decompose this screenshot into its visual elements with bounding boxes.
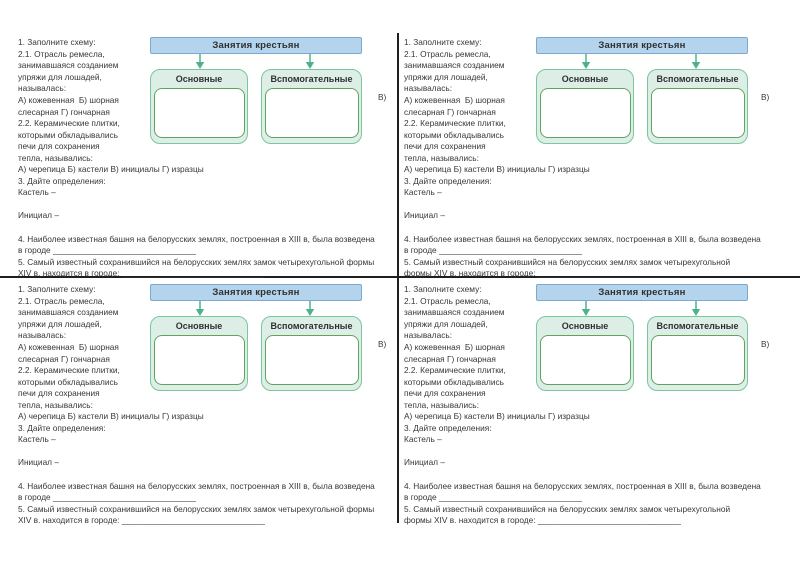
displaced-option-v-label: В) — [378, 339, 387, 349]
arrow-connectors — [536, 301, 748, 316]
worksheet-text-line: 5. Самый известный сохранившийся на белорусских землях замок четырехугольной формы — [18, 256, 375, 267]
worksheet-text-line — [404, 222, 793, 234]
question-text-column — [404, 284, 536, 412]
worksheet-text-line: которыми обкладывались — [18, 376, 118, 387]
subbox-aux-title: Вспомогательные — [270, 73, 353, 84]
worksheet-text-line: Кастель – — [404, 434, 442, 445]
cell-questions-section — [404, 411, 793, 527]
worksheet-text-line: 4. Наиболее известная башня на белорусских землях, построенная в XIII в, была возведена — [404, 233, 761, 244]
worksheet-text-line: слесарная Г) гончарная — [18, 106, 110, 117]
question-text-column — [18, 284, 150, 412]
question-text-column — [18, 37, 150, 165]
worksheet-text-line: 2.1. Отрасль ремесла, — [18, 48, 105, 59]
worksheet-text-line: Кастель – — [18, 187, 56, 198]
worksheet-text-line: 4. Наиболее известная башня на белорусских землях, построенная в XIII в, была возведена — [18, 233, 375, 244]
scheme-subbox-aux — [261, 69, 362, 144]
worksheet-text-line — [18, 222, 390, 234]
worksheet-text-line: в городе _______________________________ — [18, 245, 197, 256]
worksheet-text-line: тепла, назывались: — [18, 152, 93, 163]
worksheet-text-line: формы XIV в. находится в городе: _______________________________ — [404, 515, 681, 526]
worksheet-text-line: в городе _______________________________ — [18, 492, 197, 503]
arrow-connectors — [150, 54, 362, 69]
subbox-aux-title: Вспомогательные — [656, 320, 739, 331]
question-text-column — [404, 37, 536, 165]
worksheet-text-line: XIV в. находится в городе: _______________________________ — [18, 268, 265, 279]
worksheet-cell — [18, 37, 390, 280]
scheme-diagram — [536, 37, 748, 144]
cell-top-section — [404, 284, 793, 411]
worksheet-text-line: 2.2. Керамические плитки, — [18, 365, 120, 376]
scheme-subbox-main — [536, 316, 634, 391]
worksheet-text-line: 2.1. Отрасль ремесла, — [18, 295, 105, 306]
worksheet-text-line: которыми обкладывались — [404, 129, 504, 140]
scheme-title-box: Занятия крестьян — [150, 37, 362, 54]
worksheet-cell — [404, 37, 793, 280]
displaced-option-v-label: В) — [761, 92, 770, 102]
worksheet-text-line: тепла, назывались: — [404, 152, 479, 163]
worksheet-text-line: слесарная Г) гончарная — [404, 353, 496, 364]
worksheet-text-line: А) кожевенная Б) шорная — [404, 94, 505, 105]
worksheet-text-line: А) кожевенная Б) шорная — [18, 94, 119, 105]
cell-top-section — [18, 284, 390, 411]
worksheet-cell — [18, 284, 390, 527]
worksheet-text-line: А) черепица Б) кастели В) инициалы Г) изразцы — [18, 411, 204, 421]
answer-box-main[interactable] — [540, 335, 631, 386]
worksheet-text-line: А) кожевенная Б) шорная — [404, 341, 505, 352]
worksheet-text-line: 3. Дайте определения: — [18, 175, 106, 186]
scheme-subbox-aux — [261, 316, 362, 391]
worksheet-text-line: Кастель – — [18, 434, 56, 445]
worksheet-text-line: упряжи для лошадей, — [18, 318, 102, 329]
scheme-subbox-aux — [647, 316, 748, 391]
worksheet-text-line: 2.1. Отрасль ремесла, — [404, 295, 491, 306]
worksheet-text-line: называлась: — [18, 83, 67, 94]
answer-box-aux[interactable] — [265, 335, 359, 386]
worksheet-text-line: слесарная Г) гончарная — [404, 106, 496, 117]
worksheet-text-line: А) черепица Б) кастели В) инициалы Г) изразцы — [404, 411, 590, 421]
worksheet-text-line — [404, 199, 793, 211]
worksheet-text-line: 1. Заполните схему: — [18, 284, 96, 294]
answer-box-main[interactable] — [154, 335, 245, 386]
answer-box-main[interactable] — [154, 88, 245, 139]
worksheet-text-line: 2.1. Отрасль ремесла, — [404, 48, 491, 59]
worksheet-text-line: 2.2. Керамические плитки, — [404, 118, 506, 129]
scheme-diagram — [150, 37, 362, 144]
displaced-option-v-label: В) — [761, 339, 770, 349]
subbox-main-title: Основные — [561, 320, 609, 331]
worksheet-text-line — [18, 446, 390, 458]
worksheet-text-line — [404, 446, 793, 458]
worksheet-text-line: 4. Наиболее известная башня на белорусских землях, построенная в XIII в, была возведена — [18, 480, 375, 491]
scheme-subbox-main — [150, 69, 248, 144]
scheme-diagram — [536, 284, 748, 391]
worksheet-text-line: 3. Дайте определения: — [18, 422, 106, 433]
worksheet-text-line: занимавшаяся созданием — [18, 60, 119, 71]
worksheet-text-line — [18, 199, 390, 211]
worksheet-text-line: Инициал – — [18, 457, 59, 468]
worksheet-text-line: в городе _______________________________ — [404, 245, 583, 256]
worksheet-text-line: 1. Заполните схему: — [404, 37, 482, 47]
worksheet-text-line: называлась: — [404, 330, 453, 341]
cell-top-section — [18, 37, 390, 164]
worksheet-text-line: 3. Дайте определения: — [404, 175, 492, 186]
worksheet-text-line: 3. Дайте определения: — [404, 422, 492, 433]
worksheet-cell — [404, 284, 793, 527]
worksheet-text-line: 2.2. Керамические плитки, — [404, 365, 506, 376]
worksheet-text-line: 5. Самый известный сохранившийся на белорусских землях замок четырехугольной формы — [18, 503, 375, 514]
worksheet-text-line: занимавшаяся созданием — [404, 60, 505, 71]
worksheet-text-line: Инициал – — [404, 457, 445, 468]
worksheet-text-line: Кастель – — [404, 187, 442, 198]
worksheet-text-line: формы XIV в. находится в городе: _______________________________ — [404, 268, 681, 279]
worksheet-text-line: Инициал – — [18, 210, 59, 221]
worksheet-text-line — [18, 469, 390, 481]
scheme-branch-boxes — [536, 316, 748, 391]
worksheet-text-line: А) черепица Б) кастели В) инициалы Г) изразцы — [404, 164, 590, 174]
subbox-main-title: Основные — [175, 320, 223, 331]
subbox-aux-title: Вспомогательные — [270, 320, 353, 331]
worksheet-text-line: 5. Самый известный сохранившийся на белорусских землях замок четырехугольной — [404, 256, 731, 267]
worksheet-text-line: слесарная Г) гончарная — [18, 353, 110, 364]
worksheet-text-line: называлась: — [18, 330, 67, 341]
worksheet-text-line: 5. Самый известный сохранившийся на белорусских землях замок четырехугольной — [404, 503, 731, 514]
worksheet-text-line: А) кожевенная Б) шорная — [18, 341, 119, 352]
worksheet-text-line: занимавшаяся созданием — [404, 307, 505, 318]
worksheet-text-line: тепла, назывались: — [404, 399, 479, 410]
scheme-subbox-main — [150, 316, 248, 391]
arrow-connectors — [150, 301, 362, 316]
worksheet-text-line: тепла, назывались: — [18, 399, 93, 410]
cell-questions-section — [18, 411, 390, 527]
worksheet-text-line: упряжи для лошадей, — [404, 318, 488, 329]
worksheet-text-line: упряжи для лошадей, — [18, 71, 102, 82]
answer-box-aux[interactable] — [651, 335, 745, 386]
scheme-title-box: Занятия крестьян — [536, 284, 748, 301]
cell-questions-section — [18, 164, 390, 280]
displaced-option-v-label: В) — [378, 92, 387, 102]
subbox-main-title: Основные — [175, 73, 223, 84]
scheme-title-box: Занятия крестьян — [150, 284, 362, 301]
scheme-title-box: Занятия крестьян — [536, 37, 748, 54]
scheme-subbox-aux — [647, 69, 748, 144]
worksheet-text-line: печи для сохранения — [18, 388, 100, 399]
scheme-branch-boxes — [150, 69, 362, 144]
worksheet-text-line: печи для сохранения — [18, 141, 100, 152]
subbox-main-title: Основные — [561, 73, 609, 84]
answer-box-aux[interactable] — [265, 88, 359, 139]
worksheet-text-line: которыми обкладывались — [404, 376, 504, 387]
answer-box-aux[interactable] — [651, 88, 745, 139]
subbox-aux-title: Вспомогательные — [656, 73, 739, 84]
arrow-connectors — [536, 54, 748, 69]
worksheet-text-line: занимавшаяся созданием — [18, 307, 119, 318]
worksheet-text-line: печи для сохранения — [404, 141, 486, 152]
cell-top-section — [404, 37, 793, 164]
worksheet-text-line: называлась: — [404, 83, 453, 94]
worksheet-text-line — [404, 469, 793, 481]
scheme-subbox-main — [536, 69, 634, 144]
cell-questions-section — [404, 164, 793, 280]
worksheet-text-line: 4. Наиболее известная башня на белорусских землях, построенная в XIII в, была возведена — [404, 480, 761, 491]
worksheet-text-line: упряжи для лошадей, — [404, 71, 488, 82]
worksheet-text-line: печи для сохранения — [404, 388, 486, 399]
worksheet-text-line: 2.2. Керамические плитки, — [18, 118, 120, 129]
worksheet-text-line: XIV в. находится в городе: _______________________________ — [18, 515, 265, 526]
scheme-diagram — [150, 284, 362, 391]
worksheet-text-line: 1. Заполните схему: — [404, 284, 482, 294]
scheme-branch-boxes — [150, 316, 362, 391]
table-border-vertical — [397, 33, 399, 523]
worksheet-text-line: в городе _______________________________ — [404, 492, 583, 503]
scheme-branch-boxes — [536, 69, 748, 144]
worksheet-text-line: которыми обкладывались — [18, 129, 118, 140]
worksheet-text-line: 1. Заполните схему: — [18, 37, 96, 47]
worksheet-text-line: А) черепица Б) кастели В) инициалы Г) изразцы — [18, 164, 204, 174]
worksheet-text-line: Инициал – — [404, 210, 445, 221]
answer-box-main[interactable] — [540, 88, 631, 139]
